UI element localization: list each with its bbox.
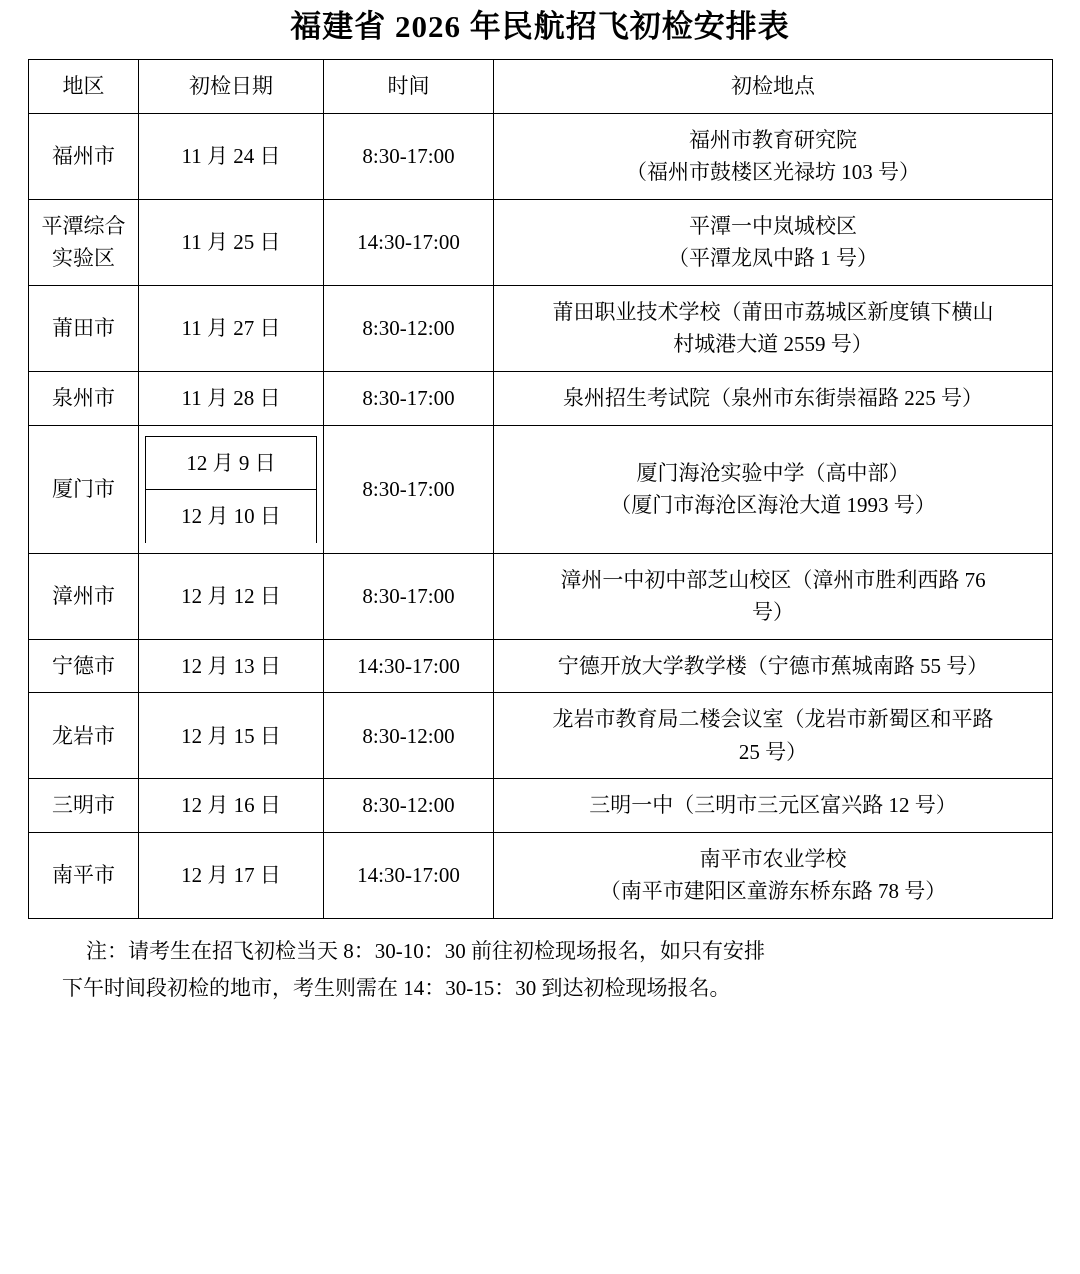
region-line-1: 平潭综合 [41, 213, 126, 238]
cell-region: 莆田市 [29, 285, 139, 371]
table-row [29, 285, 1053, 371]
column-header-region: 地区 [29, 60, 139, 114]
cell-date: 11 月 25 日 [139, 199, 324, 285]
cell-date-line-1: 12 月 9 日 [146, 436, 317, 490]
cell-place [494, 372, 1053, 426]
place-line-2: （平潭龙凤中路 1 号） [668, 246, 878, 271]
cell-time: 8:30-12:00 [324, 779, 494, 833]
place-line-1: 三明一中（三明市三元区富兴路 12 号） [589, 793, 957, 818]
cell-time: 14:30-17:00 [324, 832, 494, 918]
cell-region: 厦门市 [29, 425, 139, 553]
cell-place [494, 693, 1053, 779]
place-line-1: 泉州招生考试院（泉州市东街崇福路 225 号） [563, 386, 983, 411]
cell-place [494, 639, 1053, 693]
column-header-place: 初检地点 [494, 60, 1053, 114]
cell-time: 8:30-17:00 [324, 113, 494, 199]
footnote-line-1: 注：请考生在招飞初检当天 8：30-10：30 前往初检现场报名，如只有安排 [86, 939, 765, 964]
cell-place [494, 285, 1053, 371]
table-row [29, 113, 1053, 199]
cell-date: 12 月 13 日 [139, 639, 324, 693]
footnote-line-2: 下午时间段初检的地市，考生则需在 14：30-15：30 到达初检现场报名。 [62, 975, 731, 1000]
table-header-row [29, 60, 1053, 114]
cell-time: 8:30-17:00 [324, 553, 494, 639]
place-line-1: 宁德开放大学教学楼（宁德市蕉城南路 55 号） [557, 653, 989, 678]
cell-date: 11 月 24 日 [139, 113, 324, 199]
cell-date [139, 425, 324, 553]
cell-date: 11 月 27 日 [139, 285, 324, 371]
cell-time: 14:30-17:00 [324, 199, 494, 285]
cell-time: 8:30-12:00 [324, 693, 494, 779]
table-row [29, 372, 1053, 426]
place-line-2: 号） [752, 600, 794, 625]
cell-place [494, 832, 1053, 918]
column-header-date: 初检日期 [139, 60, 324, 114]
schedule-table [28, 59, 1053, 919]
table-row [29, 693, 1053, 779]
cell-time: 14:30-17:00 [324, 639, 494, 693]
place-line-1: 漳州一中初中部芝山校区（漳州市胜利西路 76 [560, 567, 986, 592]
place-line-2: （厦门市海沧区海沧大道 1993 号） [610, 493, 936, 518]
cell-time: 8:30-17:00 [324, 372, 494, 426]
cell-date: 12 月 15 日 [139, 693, 324, 779]
place-line-2: （福州市鼓楼区光禄坊 103 号） [626, 160, 920, 185]
table-row [29, 639, 1053, 693]
place-line-2: （南平市建阳区童游东桥东路 78 号） [599, 879, 947, 904]
cell-place [494, 199, 1053, 285]
page-title: 福建省 2026 年民航招飞初检安排表 [290, 9, 790, 44]
cell-date: 11 月 28 日 [139, 372, 324, 426]
place-line-1: 福州市教育研究院 [689, 127, 857, 152]
cell-region: 宁德市 [29, 639, 139, 693]
place-line-1: 厦门海沧实验中学（高中部） [636, 460, 910, 485]
place-line-1: 莆田职业技术学校（莆田市荔城区新度镇下横山 [552, 299, 994, 324]
cell-region: 南平市 [29, 832, 139, 918]
table-row [29, 779, 1053, 833]
cell-time: 8:30-12:00 [324, 285, 494, 371]
table-row [29, 553, 1053, 639]
date-split-table [145, 436, 317, 543]
place-line-2: 村城港大道 2559 号） [673, 332, 873, 357]
cell-date: 12 月 16 日 [139, 779, 324, 833]
date-sub-row [146, 490, 317, 543]
column-header-time: 时间 [324, 60, 494, 114]
table-row [29, 199, 1053, 285]
cell-region [29, 199, 139, 285]
footnote [28, 919, 1052, 1017]
region-line-2: 实验区 [52, 246, 115, 271]
cell-date: 12 月 12 日 [139, 553, 324, 639]
cell-date-line-2: 12 月 10 日 [146, 490, 317, 543]
table-row [29, 832, 1053, 918]
place-line-1: 平潭一中岚城校区 [689, 213, 857, 238]
place-line-2: 25 号） [738, 739, 808, 764]
cell-region: 漳州市 [29, 553, 139, 639]
cell-region: 三明市 [29, 779, 139, 833]
place-line-1: 龙岩市教育局二楼会议室（龙岩市新蜀区和平路 [552, 707, 994, 732]
cell-date: 12 月 17 日 [139, 832, 324, 918]
cell-place [494, 779, 1053, 833]
cell-region: 泉州市 [29, 372, 139, 426]
cell-place [494, 425, 1053, 553]
table-row [29, 425, 1053, 553]
date-sub-row [146, 436, 317, 490]
cell-place [494, 553, 1053, 639]
cell-place [494, 113, 1053, 199]
cell-region: 龙岩市 [29, 693, 139, 779]
cell-region: 福州市 [29, 113, 139, 199]
place-line-1: 南平市农业学校 [699, 846, 847, 871]
cell-time: 8:30-17:00 [324, 425, 494, 553]
